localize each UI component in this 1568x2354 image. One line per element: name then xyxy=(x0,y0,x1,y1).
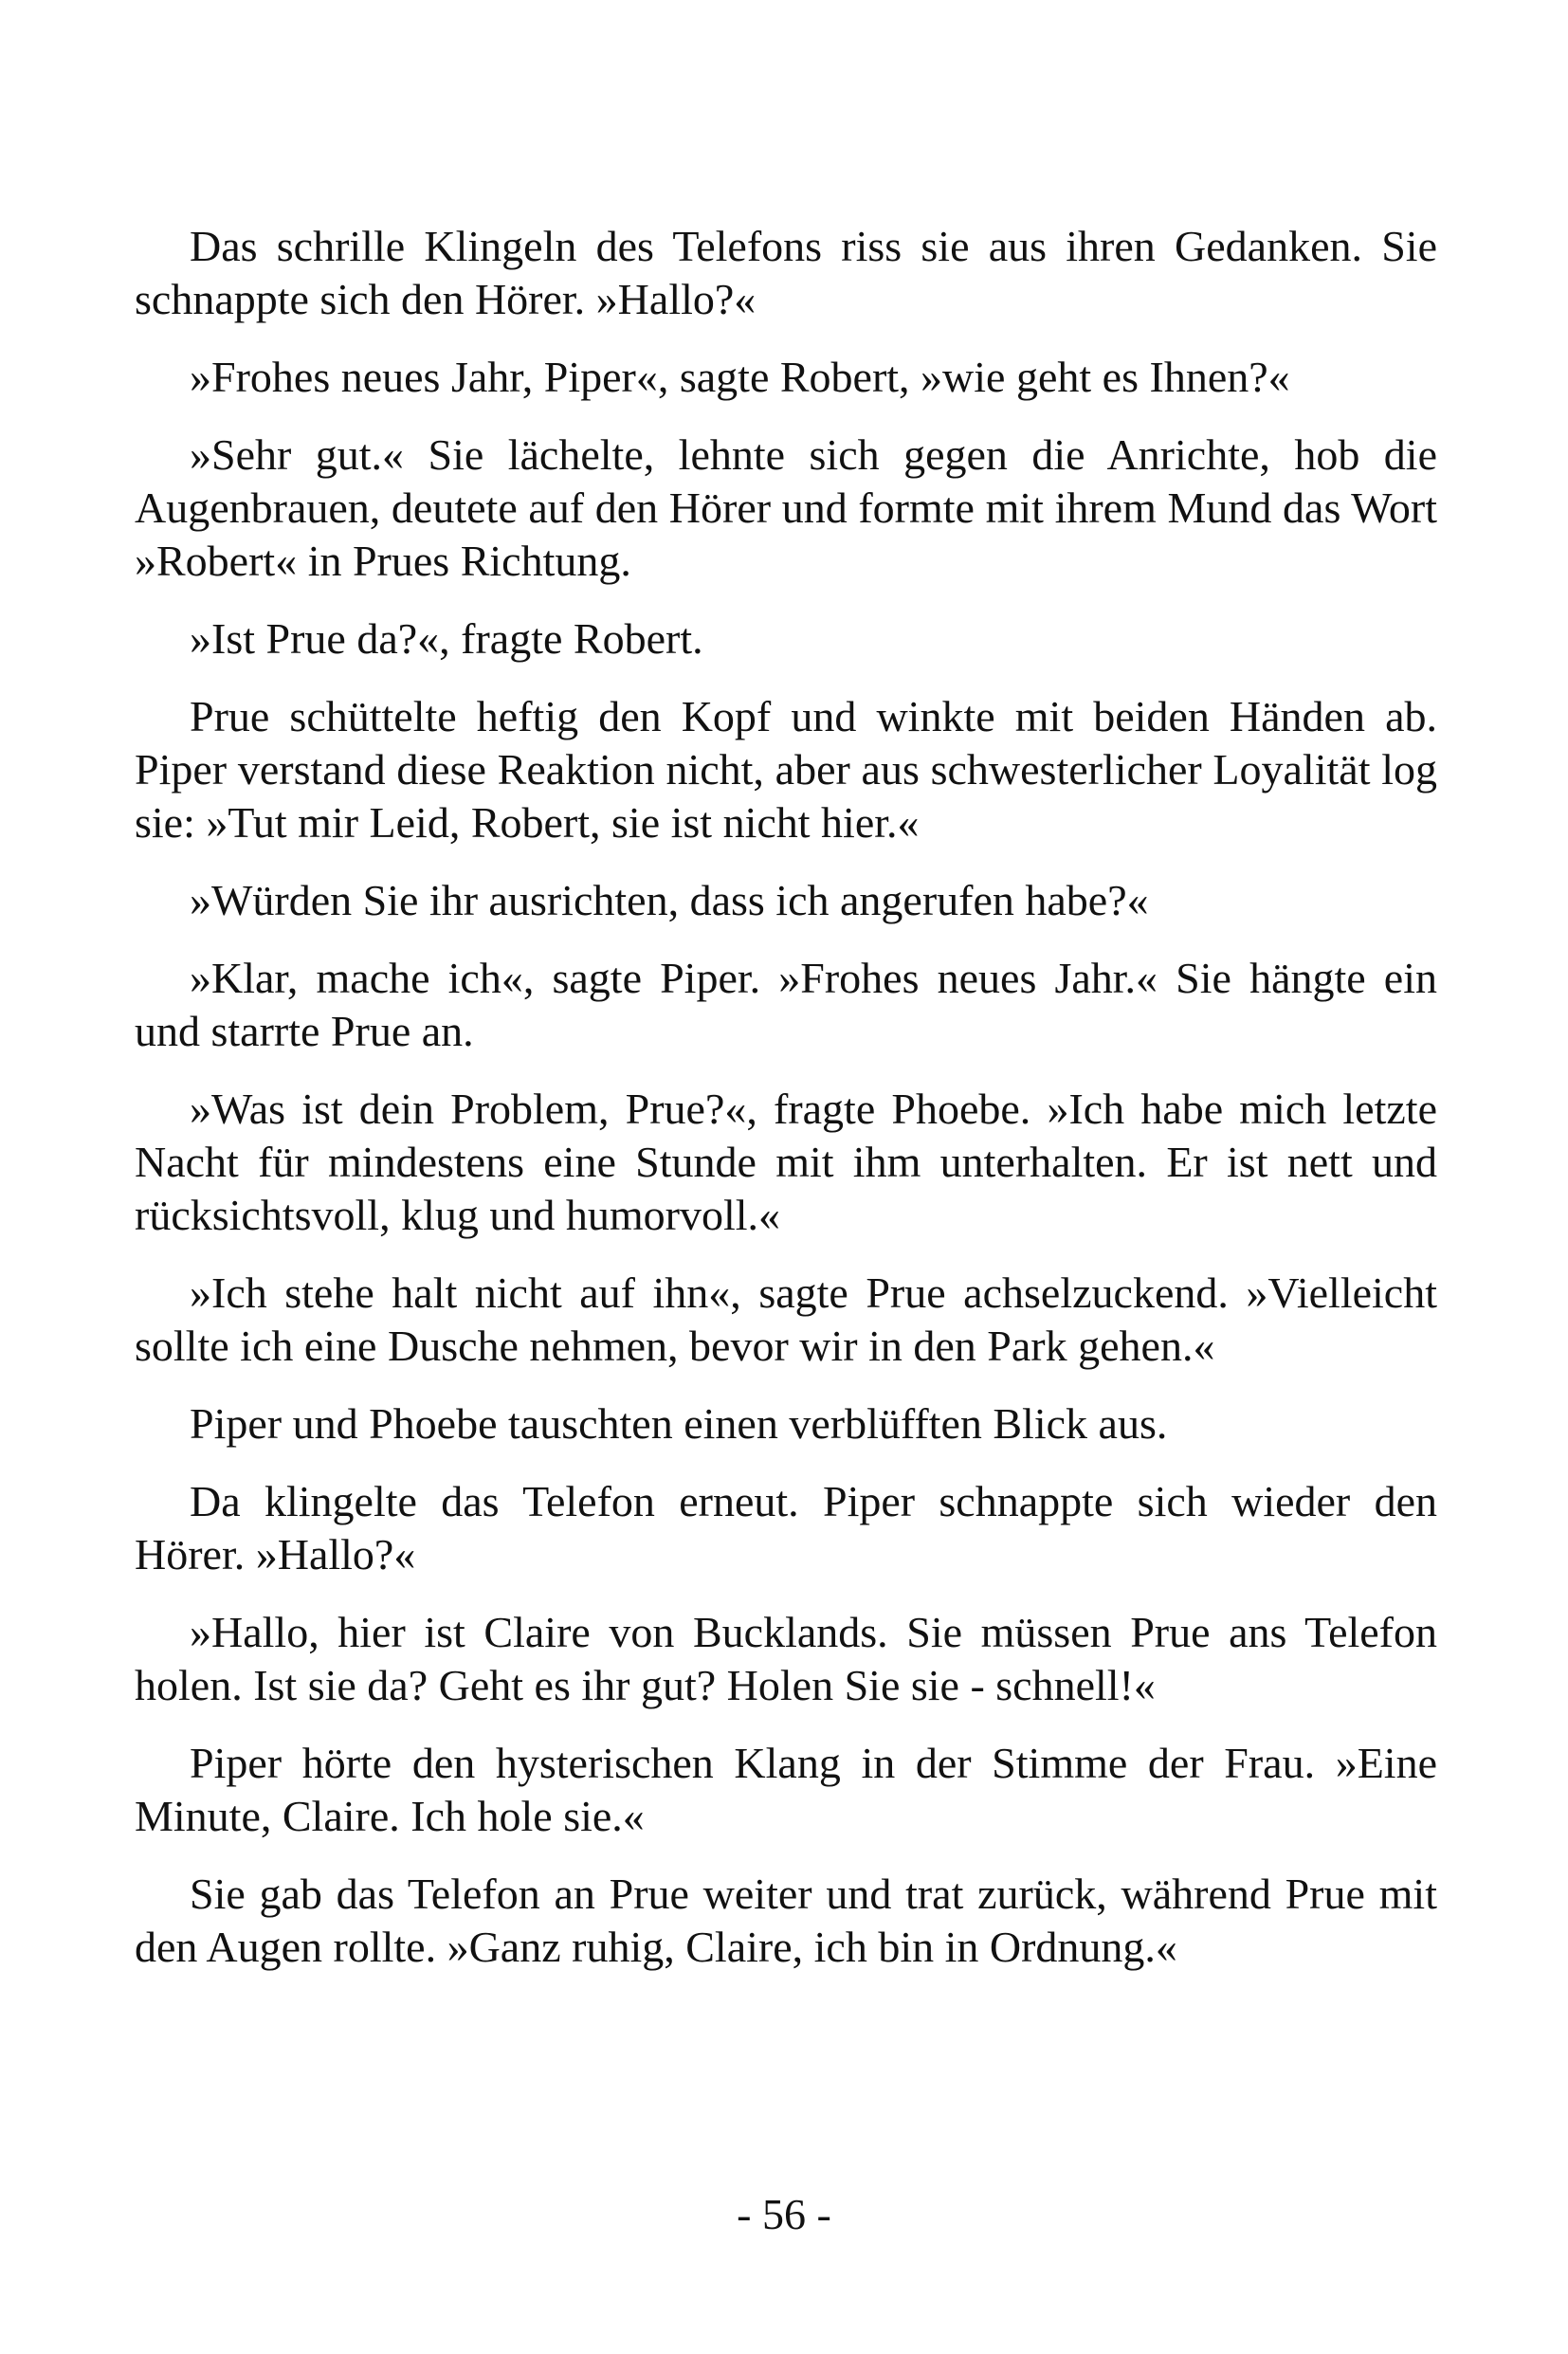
paragraph-11: Da klingelte das Telefon erneut. Piper schnappte sich wieder den Hörer. »Hallo?« xyxy=(135,1477,1437,1578)
paragraph-10: Piper und Phoebe tauschten einen verblüfften Blick aus. xyxy=(190,1399,1168,1448)
paragraph-2: »Frohes neues Jahr, Piper«, sagte Robert, »wie geht es Ihnen?« xyxy=(190,353,1290,401)
paragraph-6: »Würden Sie ihr ausrichten, dass ich angerufen habe?« xyxy=(190,876,1149,924)
paragraph-8: »Was ist dein Problem, Prue?«, fragte Phoebe. »Ich habe mich letzte Nacht für mindestens eine Stunde mit ihm unterhalten. Er ist nett und rücksichtsvoll, klug und humorvoll.« xyxy=(135,1085,1437,1239)
paragraph-7: »Klar, mache ich«, sagte Piper. »Frohes neues Jahr.« Sie hängte ein und starrte Prue an. xyxy=(135,954,1437,1055)
paragraph-3: »Sehr gut.« Sie lächelte, lehnte sich gegen die Anrichte, hob die Augenbrauen, deutete auf den Hörer und formte mit ihrem Mund das Wort »Robert« in Prues Richtung. xyxy=(135,430,1437,585)
paragraph-13: Piper hörte den hysterischen Klang in der Stimme der Frau. »Eine Minute, Claire. Ich hole sie.« xyxy=(135,1739,1437,1840)
paragraph-5: Prue schüttelte heftig den Kopf und winkte mit beiden Händen ab. Piper verstand diese Reaktion nicht, aber aus schwesterlicher Loyalität log sie: »Tut mir Leid, Robert, sie ist nicht hier.« xyxy=(135,692,1437,847)
paragraph-4: »Ist Prue da?«, fragte Robert. xyxy=(190,614,703,663)
page-number: - 56 - xyxy=(737,2190,831,2238)
paragraph-14: Sie gab das Telefon an Prue weiter und trat zurück, während Prue mit den Augen rollte. »Ganz ruhig, Claire, ich bin in Ordnung.« xyxy=(135,1870,1437,1971)
paragraph-1: Das schrille Klingeln des Telefons riss sie aus ihren Gedanken. Sie schnappte sich den Hörer. »Hallo?« xyxy=(135,222,1437,323)
body-text xyxy=(135,220,1437,1998)
paragraph-12: »Hallo, hier ist Claire von Bucklands. Sie müssen Prue ans Telefon holen. Ist sie da? Geht es ihr gut? Holen Sie sie - schnell!« xyxy=(135,1608,1437,1709)
paragraph-9: »Ich stehe halt nicht auf ihn«, sagte Prue achselzuckend. »Vielleicht sollte ich eine Dusche nehmen, bevor wir in den Park gehen.« xyxy=(135,1268,1437,1370)
